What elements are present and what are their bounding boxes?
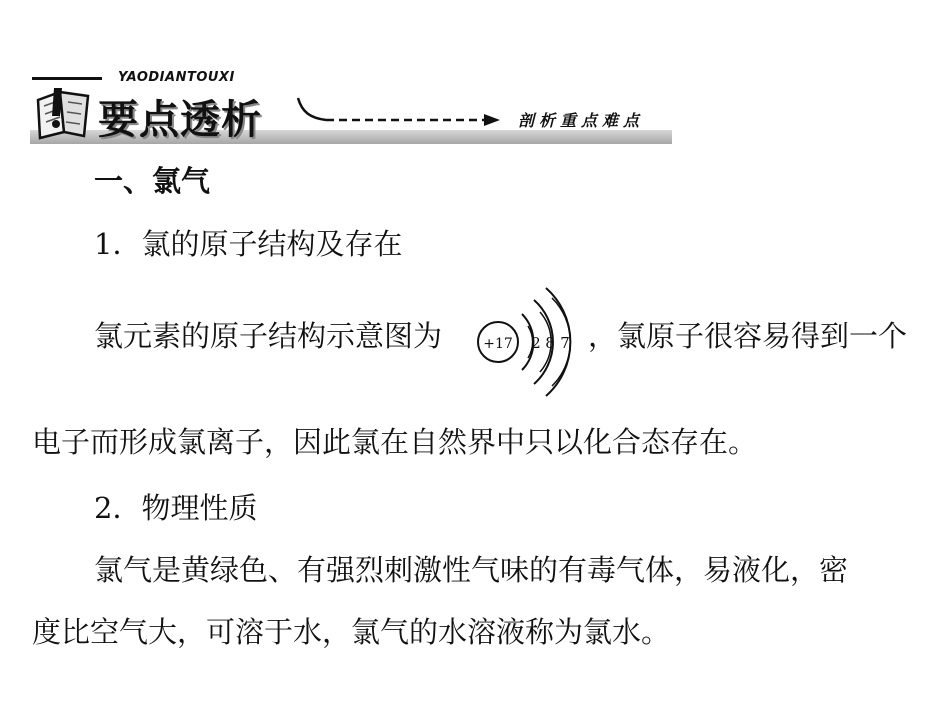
nucleus-charge: +17: [483, 336, 513, 352]
dashed-arrow-icon: [296, 96, 506, 132]
para2-line1: 氯气是黄绿色、有强烈刺激性气味的有毒气体，易液化，密: [94, 553, 849, 587]
para2-line2: 度比空气大，可溶于水，氯气的水溶液称为氯水。: [32, 615, 671, 649]
para1-text-after-diagram: ，氯原子很容易得到一个: [588, 319, 908, 353]
para1-line2: 电子而形成氯离子，因此氯在自然界中只以化合态存在。: [32, 425, 758, 459]
shell-2-electrons: 8: [545, 334, 555, 352]
header-subtitle: 剖析重点难点: [518, 111, 645, 130]
shell-3-electrons: 7: [560, 334, 570, 352]
header-pinyin: YAODIANTOUXI: [118, 70, 235, 85]
header-top-rule: [32, 77, 102, 80]
atom-structure-diagram: [474, 286, 584, 398]
book-icon: [30, 86, 96, 140]
item2-title: 2．物理性质: [94, 491, 258, 525]
section-heading: 一、氯气: [94, 164, 211, 198]
header-title: 要点透析: [98, 97, 262, 143]
item1-title: 1．氯的原子结构及存在: [94, 227, 403, 261]
para1-text-before-diagram: 氯元素的原子结构示意图为: [94, 319, 443, 353]
section-header: [0, 0, 945, 150]
shell-1-electrons: 2: [531, 334, 541, 352]
